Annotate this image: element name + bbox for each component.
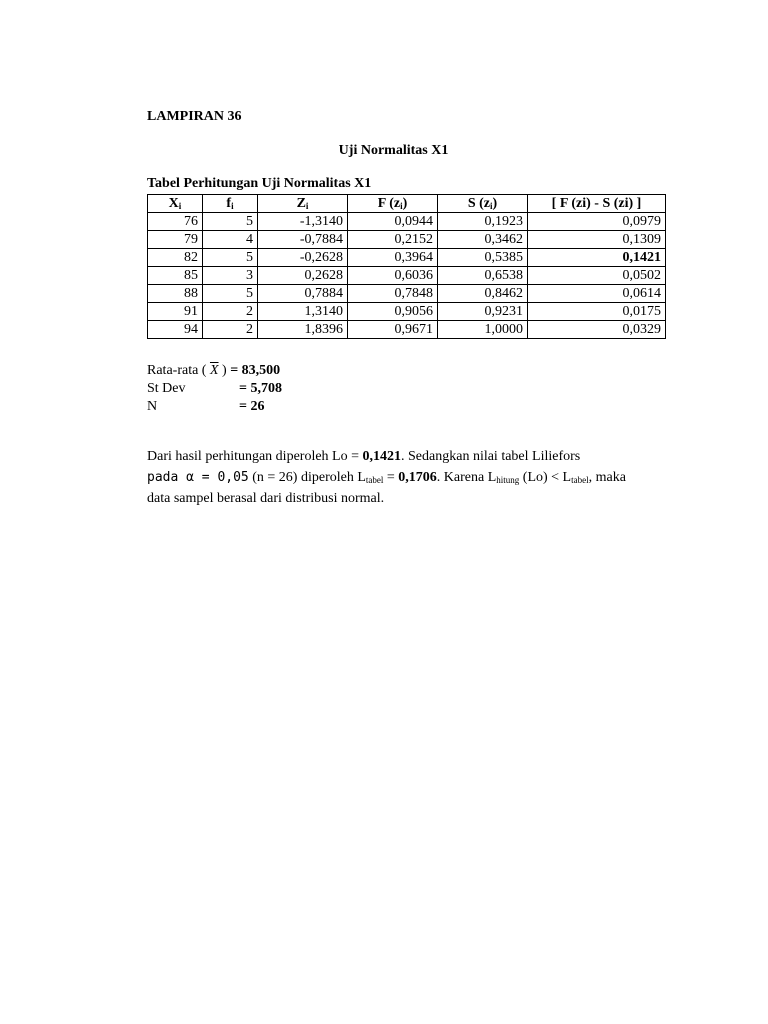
table-cell: 82 [148, 249, 203, 267]
table-cell: 0,6538 [438, 267, 528, 285]
table-cell: 0,8462 [438, 285, 528, 303]
table-cell: 0,1421 [528, 249, 666, 267]
table-row [148, 249, 666, 267]
table-cell: 0,7884 [258, 285, 348, 303]
paragraph-line-3: data sampel berasal dari distribusi normal. [147, 491, 385, 506]
table-cell: 0,0944 [348, 213, 438, 231]
table-cell: 0,9231 [438, 303, 528, 321]
table-cell: 0,9056 [348, 303, 438, 321]
table-cell: 5 [203, 285, 258, 303]
table-cell: 0,0329 [528, 321, 666, 339]
stat-row-n [147, 398, 282, 416]
table-cell: 0,0175 [528, 303, 666, 321]
normality-table [147, 194, 666, 339]
document-subtitle: Uji Normalitas X1 [338, 143, 449, 158]
ltabel-value: 0,1706 [398, 470, 437, 485]
table-cell: 0,3462 [438, 231, 528, 249]
stdev-value: = 5,708 [239, 381, 282, 396]
table-cell: 0,2628 [258, 267, 348, 285]
table-cell: 0,6036 [348, 267, 438, 285]
n-value: = 26 [239, 399, 265, 414]
table-cell: 1,8396 [258, 321, 348, 339]
table-cell: 0,5385 [438, 249, 528, 267]
header-fz: F $(z_i)$ [348, 195, 438, 213]
n-label: N [147, 399, 158, 414]
table-cell: 1,3140 [258, 303, 348, 321]
table-cell: 4 [203, 231, 258, 249]
table-row [148, 213, 666, 231]
table-cell: 0,1923 [438, 213, 528, 231]
table-cell: 0,0979 [528, 213, 666, 231]
table-cell: 85 [148, 267, 203, 285]
conclusion-paragraph [147, 446, 677, 509]
paragraph-line-1: Dari hasil perhitungan diperoleh Lo = 0,1421. Sedangkan nilai tabel Liliefors [147, 449, 581, 464]
table-cell: 0,7848 [348, 285, 438, 303]
table-row [148, 303, 666, 321]
table-title: Tabel Perhitungan Uji Normalitas X1 [147, 176, 372, 191]
header-xi: $X_i$ [148, 195, 203, 213]
mean-value: = 83,500 [230, 363, 281, 378]
table-cell: 1,0000 [438, 321, 528, 339]
table-cell: 5 [203, 213, 258, 231]
table-cell: 0,2152 [348, 231, 438, 249]
table-header-row [148, 195, 666, 213]
header-fi: $f_i$ [203, 195, 258, 213]
table-cell: 3 [203, 267, 258, 285]
table-cell: 0,9671 [348, 321, 438, 339]
table-row [148, 321, 666, 339]
table-cell: 2 [203, 321, 258, 339]
table-cell: -0,7884 [258, 231, 348, 249]
table-row [148, 285, 666, 303]
table-cell: 79 [148, 231, 203, 249]
mean-label: Rata-rata ( $\overline{X}$ ) [147, 363, 227, 378]
table-cell: 0,0614 [528, 285, 666, 303]
summary-statistics [147, 362, 282, 416]
header-zi: $Z_i$ [258, 195, 348, 213]
table-cell: 94 [148, 321, 203, 339]
lo-value: 0,1421 [362, 449, 402, 464]
table-cell: 0,3964 [348, 249, 438, 267]
stat-row-mean [147, 362, 282, 380]
stdev-label: St Dev [147, 381, 186, 396]
table-cell: 5 [203, 249, 258, 267]
header-diff: [ F (zi) - S (zi) ] [528, 195, 666, 213]
header-sz: S $(z_i)$ [438, 195, 528, 213]
table-cell: -0,2628 [258, 249, 348, 267]
alpha-text: pada α = 0,05 [147, 470, 249, 485]
page-heading: LAMPIRAN 36 [147, 109, 242, 124]
table-cell: 88 [148, 285, 203, 303]
table-cell: 91 [148, 303, 203, 321]
table-cell: 2 [203, 303, 258, 321]
table-cell: 0,0502 [528, 267, 666, 285]
table-cell: 0,1309 [528, 231, 666, 249]
table-row [148, 231, 666, 249]
paragraph-line-2: pada α = 0,05 (n = 26) diperoleh $L_{tabel} = 0,1706$. Karena $L_{hitung}$ $(Lo) < L_{tabel}$, maka [147, 470, 626, 485]
table-cell: 76 [148, 213, 203, 231]
stat-row-stdev [147, 380, 282, 398]
table-row [148, 267, 666, 285]
table-cell: -1,3140 [258, 213, 348, 231]
mean-symbol: $\overline{X}$ [209, 363, 219, 378]
